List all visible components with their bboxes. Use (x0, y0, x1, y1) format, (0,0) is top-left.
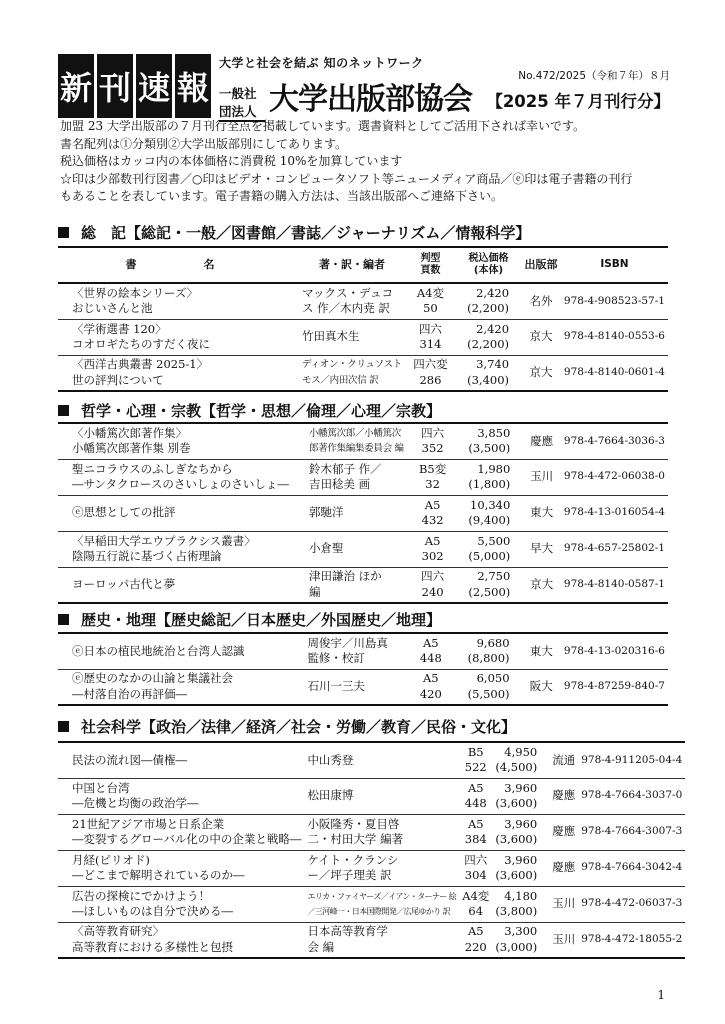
intro-line: もあることを表しています。電子書籍の購入方法は、当該出版部へご連絡下さい。 (60, 189, 504, 203)
book-isbn: 978-4-87259-840-7 (561, 669, 668, 705)
intro-line: 税込価格はカッコ内の本体価格に消費税 10%を加算しています (60, 154, 403, 168)
col-author: 著・訳・編者 (299, 247, 405, 283)
book-price: 6,050 (5,500) (456, 669, 521, 705)
square-bullet-icon (58, 614, 69, 625)
book-isbn: 978-4-8140-0587-1 (561, 567, 668, 603)
book-price: 3,960 (3,600) (492, 778, 549, 814)
book-isbn: 978-4-911205-04-4 (578, 742, 685, 778)
book-publisher: 名外 (521, 283, 561, 319)
book-format: A4変 50 (405, 283, 456, 319)
book-row (58, 459, 668, 495)
book-title: 〈高等教育研究〉 高等教育における多様性と包摂 (58, 922, 304, 958)
book-author: ディオン・クリュソスト モス／内田次信 訳 (299, 355, 405, 391)
book-price: 4,180 (3,800) (492, 886, 549, 922)
book-price: 3,960 (3,600) (492, 850, 549, 886)
book-publisher: 京大 (521, 319, 561, 355)
square-bullet-icon (58, 405, 69, 416)
org-name: 大学出版部協会 (269, 82, 472, 117)
book-isbn: 978-4-7664-3036-3 (561, 423, 668, 459)
book-price: 2,420 (2,200) (456, 319, 521, 355)
title-char: 速 (136, 54, 172, 118)
title-char: 報 (175, 54, 211, 118)
section-title: 社会科学【政治／法律／経済／社会・労働／教育／民俗・文化】 (58, 716, 516, 737)
book-format: B5変 32 (408, 459, 458, 495)
book-title: ⓔ歴史のなかの山論と集議社会 ―村落自治の再評価― (58, 669, 304, 705)
book-author: 周俊宇／川島真 監修・校訂 (304, 633, 405, 669)
book-isbn: 978-4-7664-3037-0 (578, 778, 685, 814)
book-title: 広告の探検にでかけよう！ ―ほしいものは自分で決める― (58, 886, 304, 922)
section-title: 歴史・地理【歴史総記／日本歴史／外国歴史／地理】 (58, 609, 441, 630)
book-row (58, 814, 685, 850)
book-isbn: 978-4-472-06037-3 (578, 886, 685, 922)
book-price: 10,340 (9,400) (457, 495, 522, 531)
title-char: 刊 (97, 54, 133, 118)
book-title: 〈西洋古典叢書 2025-1〉 世の評判について (58, 355, 299, 391)
book-isbn: 978-4-13-020316-6 (561, 633, 668, 669)
book-title: 〈世界の絵本シリーズ〉 おじいさんと池 (58, 283, 299, 319)
book-row (58, 633, 668, 669)
book-price: 1,980 (1,800) (457, 459, 522, 495)
book-author: 小阪隆秀・夏目啓 二・村田大学 編著 (304, 814, 459, 850)
section-title: 総 記【総記・一般／図書館／書誌／ジャーナリズム／情報科学】 (58, 222, 530, 243)
book-publisher: 玉川 (522, 459, 561, 495)
book-format: 四六 352 (408, 423, 458, 459)
masthead (58, 54, 670, 118)
title-char: 新 (58, 54, 94, 118)
book-author: 郭馳洋 (306, 495, 408, 531)
book-author: 日本高等教育学 会 編 (304, 922, 459, 958)
book-format: A5 220 (459, 922, 492, 958)
book-isbn: 978-4-472-06038-0 (561, 459, 668, 495)
intro-text (60, 118, 672, 206)
book-author: マックス・デュコ ス 作／木内尭 訳 (299, 283, 405, 319)
book-format: A5 448 (406, 633, 457, 669)
book-format: A4変 64 (459, 886, 492, 922)
book-publisher: 玉川 (549, 922, 578, 958)
book-format: 四六 240 (408, 567, 458, 603)
table-header-row (58, 247, 668, 283)
book-row (58, 283, 668, 319)
book-row (58, 742, 685, 778)
book-publisher: 慶應 (549, 850, 578, 886)
book-format: A5 432 (408, 495, 458, 531)
book-title: 〈小幡篤次郎著作集〉 小幡篤次郎著作集 別巻 (58, 423, 306, 459)
book-author: 小幡篤次郎／小幡篤次 郎著作集編集委員会 編 (306, 423, 408, 459)
book-price: 3,740 (3,400) (456, 355, 521, 391)
book-title: 月経(ピリオド) ―どこまで解明されているのか― (58, 850, 304, 886)
book-format: 四六 304 (459, 850, 492, 886)
book-title: ⓔ日本の植民地統治と台湾人認識 (58, 633, 304, 669)
book-title: ヨーロッパ古代と夢 (58, 567, 306, 603)
book-format: 四六 314 (405, 319, 456, 355)
book-isbn: 978-4-13-016054-4 (561, 495, 668, 531)
book-row (58, 319, 668, 355)
book-row (58, 669, 668, 705)
col-book: 書 名 (58, 247, 299, 283)
book-title: 中国と台湾 ―危機と均衡の政治学― (58, 778, 304, 814)
book-price: 3,960 (3,600) (492, 814, 549, 850)
book-format: A5 302 (408, 531, 458, 567)
intro-line: 書名配列は①分類別②大学出版部別にしてあります。 (60, 136, 348, 151)
book-price: 2,750 (2,500) (457, 567, 522, 603)
book-format: B5 522 (459, 742, 492, 778)
book-author: 津田謙治 ほか 編 (306, 567, 408, 603)
book-publisher: 慶應 (549, 814, 578, 850)
book-row (58, 922, 685, 958)
book-author: ケイト・クランシ ー／坪子理美 訳 (304, 850, 459, 886)
book-table (58, 246, 668, 392)
book-publisher: 早大 (522, 531, 561, 567)
book-publisher: 慶應 (522, 423, 561, 459)
book-author: 中山秀登 (304, 742, 459, 778)
book-format: A5 420 (406, 669, 457, 705)
book-isbn: 978-4-8140-0553-6 (561, 319, 668, 355)
book-price: 2,420 (2,200) (456, 283, 521, 319)
book-title: ⓔ思想としての批評 (58, 495, 306, 531)
book-price: 9,680 (8,800) (456, 633, 521, 669)
col-price: 税込価格 (本体) (456, 247, 521, 283)
book-publisher: 玉川 (549, 886, 578, 922)
book-format: A5 384 (459, 814, 492, 850)
book-row (58, 778, 685, 814)
col-isbn: ISBN (561, 247, 668, 283)
new-release-flash-title (58, 54, 211, 118)
book-price: 3,300 (3,000) (492, 922, 549, 958)
book-publisher: 東大 (522, 495, 561, 531)
book-row (58, 495, 668, 531)
book-price: 4,950 (4,500) (492, 742, 549, 778)
book-table (58, 422, 668, 604)
book-row (58, 355, 668, 391)
book-format: A5 448 (459, 778, 492, 814)
book-title: 〈学術選書 120〉 コオロギたちのすだく夜に (58, 319, 299, 355)
book-title: 21世紀アジア市場と日系企業 ―変裂するグローバル化の中の企業と戦略― (58, 814, 304, 850)
book-author: 竹田真木生 (299, 319, 405, 355)
book-price: 3,850 (3,500) (457, 423, 522, 459)
square-bullet-icon (58, 227, 69, 238)
book-table (58, 632, 668, 706)
book-isbn: 978-4-908523-57-1 (561, 283, 668, 319)
book-publisher: 東大 (522, 633, 561, 669)
book-author: 鈴木郁子 作／ 吉田稔美 画 (306, 459, 408, 495)
square-bullet-icon (58, 721, 69, 732)
book-table (58, 741, 685, 959)
book-publisher: 京大 (521, 355, 561, 391)
book-isbn: 978-4-7664-3007-3 (578, 814, 685, 850)
publication-period: 【2025 年７月刊行分】 (486, 92, 670, 111)
book-row (58, 531, 668, 567)
section-title: 哲学・心理・宗教【哲学・思想／倫理／心理／宗教】 (58, 400, 441, 421)
intro-line: 加盟 23 大学出版部の７月刊行全点を掲載しています。選書資料としてご活用下されば幸いです。 (60, 119, 585, 133)
book-title: 聖ニコラウスのふしぎなちから ―サンタクロースのさいしょのさいしょ― (58, 459, 306, 495)
book-author: 小倉聖 (306, 531, 408, 567)
book-row (58, 850, 685, 886)
issue-number: No.472/2025（令和７年）８月 (518, 70, 670, 82)
book-title: 〈早稲田大学エウプラクシス叢書〉 陰陽五行説に基づく占術理論 (58, 531, 306, 567)
book-format: 四六変 286 (405, 355, 456, 391)
book-row (58, 423, 668, 459)
book-row (58, 886, 685, 922)
book-row (58, 567, 668, 603)
intro-line: ☆印は少部数刊行図書／○印はビデオ・コンピュータソフト等ニューメディア商品／ⓔ印は電子書籍の刊行 (60, 171, 633, 186)
book-publisher: 京大 (522, 567, 561, 603)
book-title: 民法の流れ図―債権― (58, 742, 304, 778)
book-author: 松田康博 (304, 778, 459, 814)
book-publisher: 慶應 (549, 778, 578, 814)
book-isbn: 978-4-8140-0601-4 (561, 355, 668, 391)
book-publisher: 流通 (549, 742, 578, 778)
book-price: 5,500 (5,000) (457, 531, 522, 567)
page-number: 1 (657, 988, 665, 1002)
book-author: 石川一三夫 (304, 669, 405, 705)
book-isbn: 978-4-7664-3042-4 (578, 850, 685, 886)
book-author: エリカ・ファイヤーズ／イアン・ターナー 絵 ／三河峰一・日本国際開発／広尾ゆかり 訳 (304, 886, 459, 922)
col-format: 判型 頁数 (405, 247, 456, 283)
book-isbn: 978-4-472-18055-2 (578, 922, 685, 958)
book-publisher: 阪大 (522, 669, 561, 705)
tagline: 大学と社会を結ぶ 知のネットワーク (219, 56, 424, 70)
org-prefix: 一般社団法人 (219, 84, 265, 122)
col-publisher: 出版部 (521, 247, 561, 283)
book-isbn: 978-4-657-25802-1 (561, 531, 668, 567)
